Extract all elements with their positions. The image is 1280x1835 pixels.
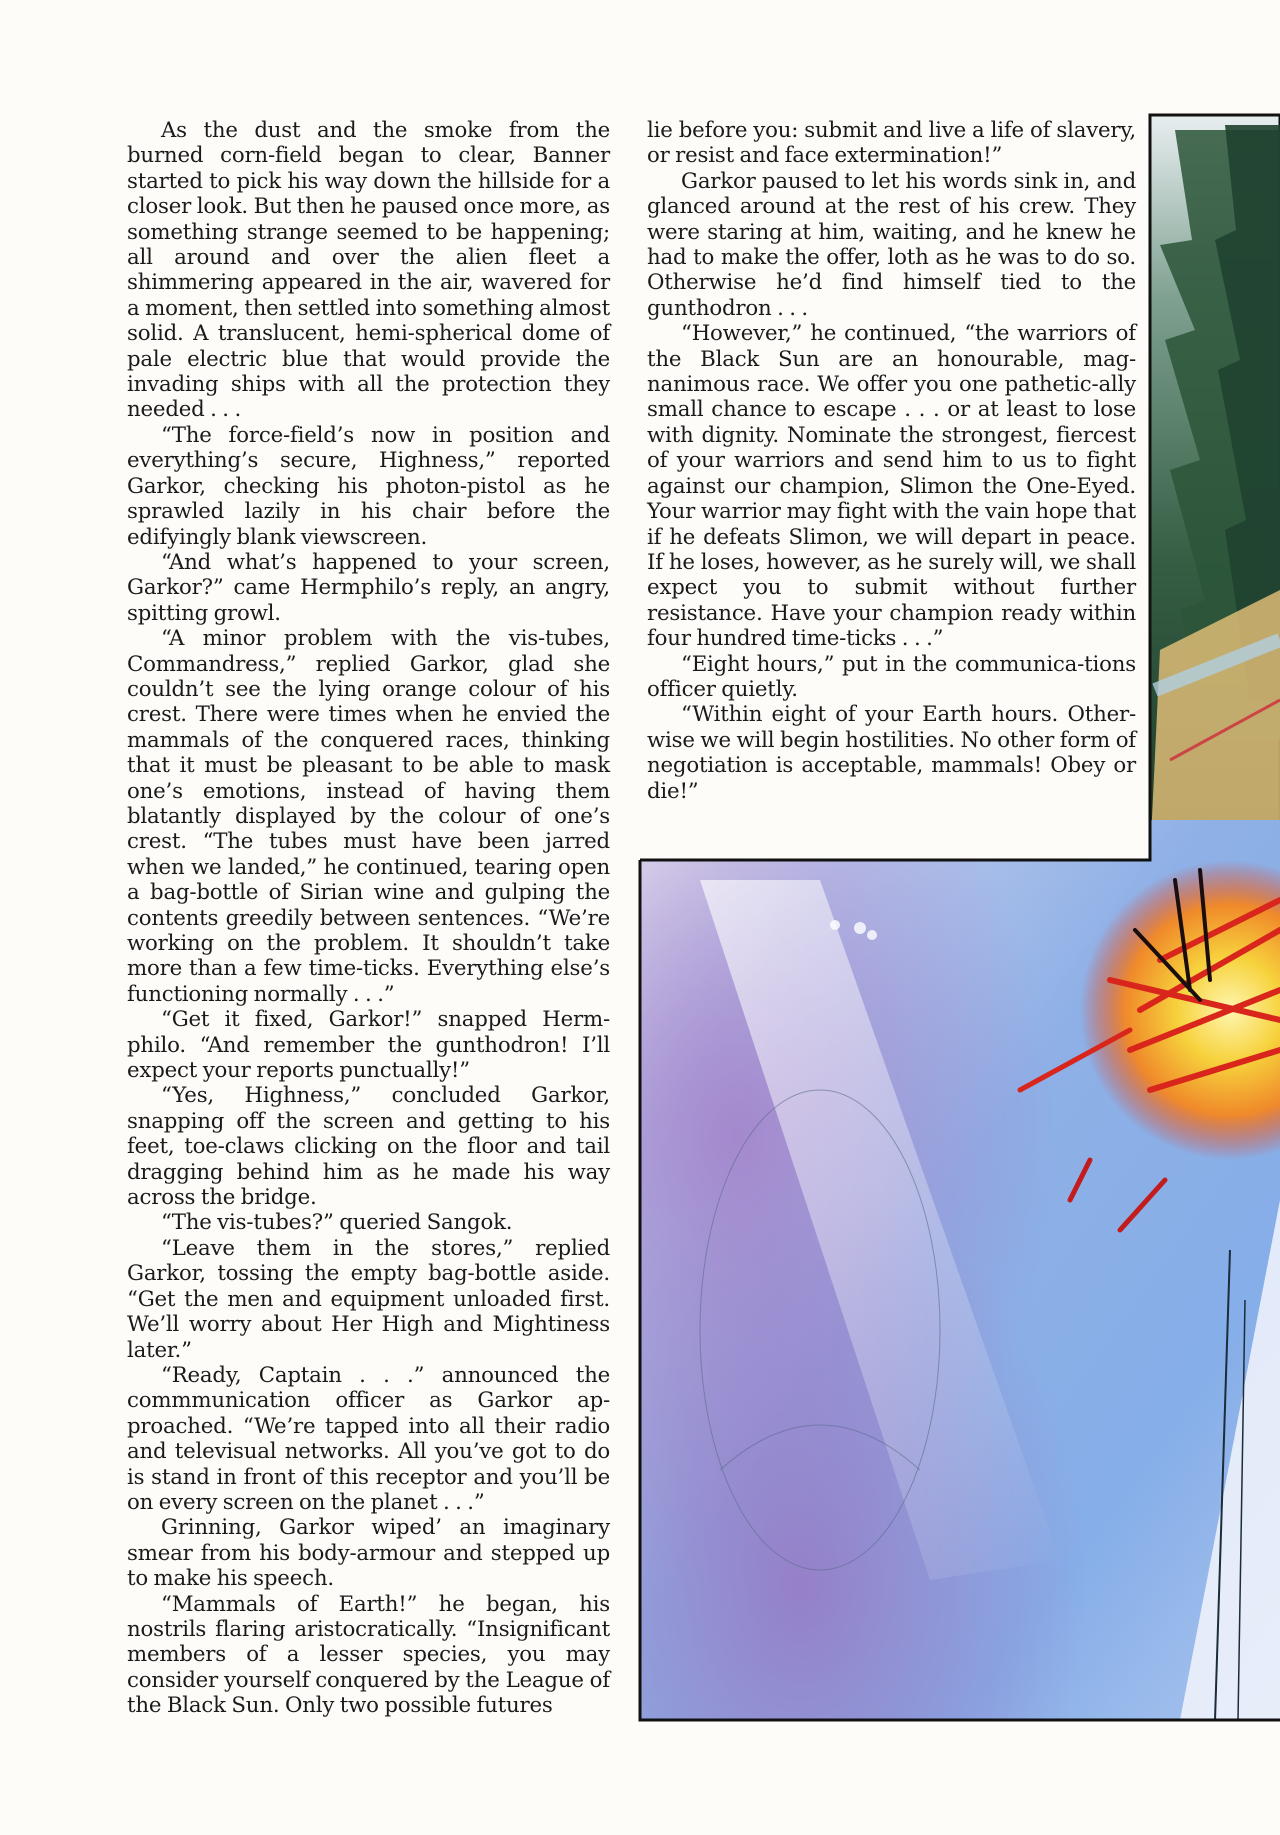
paragraph: “A minor problem with the vis-tubes, Commandress,” replied Garkor, glad she couldn’t see the lying orange colour of his crest. There were times when he envied the mammals of the conquered races, thinking that it must be pleasant to be able to mask one’s emotions, instead of having them blatantly displayed by the colour of one’s crest. “The tubes must have been jarred when we landed,” he continued, tearing open a bag-bottle of Sirian wine and gulping the contents greedily between sentences. “We’re working on the problem. It shouldn’t take more than a few time-ticks. Everything else’s functioning normally . . .” <box>127 626 610 1007</box>
paragraph: “The force-field’s now in position and everything’s secure, Highness,” reported Garkor, checking his photon-pistol as he sprawled lazily in his chair before the edifyingly blank viewscreen. <box>127 422 610 550</box>
paragraph: lie before you: submit and live a life of slavery, or resist and face extermination!” <box>647 118 1136 169</box>
sky-panel <box>640 820 1280 1720</box>
paragraph: “Yes, Highness,” concluded Garkor, snapping off the screen and getting to his feet, toe-claws clicking on the floor and tail dragging behind him as he made his way across the bridge. <box>127 1083 610 1211</box>
paragraph: Grinning, Garkor wiped’ an imaginary smear from his body-armour and stepped up to make his speech. <box>127 1515 610 1592</box>
paragraph: As the dust and the smoke from the burned corn-field began to clear, Banner started to pick his way down the hillside for a closer look. But then he paused once more, as something strange seemed to be happening; all around and over the alien fleet a shimmering appeared in the air, wavered for a moment, then settled into something almost solid. A translucent, hemi-spherical dome of pale electric blue that would provide the invading ships with all the protection they needed . . . <box>127 118 610 423</box>
paragraph: “The vis-tubes?” queried Sangok. <box>161 1210 513 1236</box>
paragraph: “Get it fixed, Garkor!” snapped Herm-philo. “And remember the gunthodron! I’ll expect your reports punctually!” <box>127 1007 610 1084</box>
paragraph: “Within eight of your Earth hours. Other-wise we will begin hostilities. No other form of negotiation is acceptable, mammals! Obey or die!” <box>647 702 1136 804</box>
paragraph: Garkor paused to let his words sink in, and glanced around at the rest of his crew. They were staring at him, waiting, and he knew he had to make the offer, loth as he was to do so. Otherwise he’d find himself tied to the gunthodron . . . <box>647 168 1136 321</box>
story-column-left <box>127 118 610 1719</box>
paragraph: “However,” he continued, “the warriors of the Black Sun are an honourable, mag-nanimous race. We offer you one pathetic-ally small chance to escape . . . or at least to lose with dignity. Nominate the strongest, fiercest of your warriors and send him to us to fight against our champion, Slimon the One-Eyed. Your warrior may fight with the vain hope that if he defeats Slimon, we will depart in peace. If he loses, however, as he surely will, we shall expect you to submit without further resistance. Have your champion ready within four hundred time-ticks . . .” <box>647 321 1136 652</box>
paragraph: “Mammals of Earth!” he began, his nostrils flaring aristocratically. “Insignificant members of a lesser species, you may consider yourself conquered by the League of the Black Sun. Only two possible futures <box>127 1591 610 1719</box>
paragraph: “And what’s happened to your screen, Garkor?” came Hermphilo’s reply, an angry, spitting growl. <box>127 549 610 626</box>
story-column-right <box>647 118 1136 804</box>
forest-panel <box>1150 115 1280 860</box>
paragraph: “Ready, Captain . . .” announced the commmunication officer as Garkor ap-proached. “We’re tapped into all their radio and televisual networks. All you’ve got to do is stand in front of this receptor and you’ll be on every screen on the planet . . .” <box>127 1362 610 1515</box>
paragraph: “Leave them in the stores,” replied Garkor, tossing the empty bag-bottle aside. “Get the men and equipment unloaded first. We’ll worry about Her High and Mightiness later.” <box>127 1235 610 1363</box>
paragraph: “Eight hours,” put in the communica-tions officer quietly. <box>647 651 1136 702</box>
